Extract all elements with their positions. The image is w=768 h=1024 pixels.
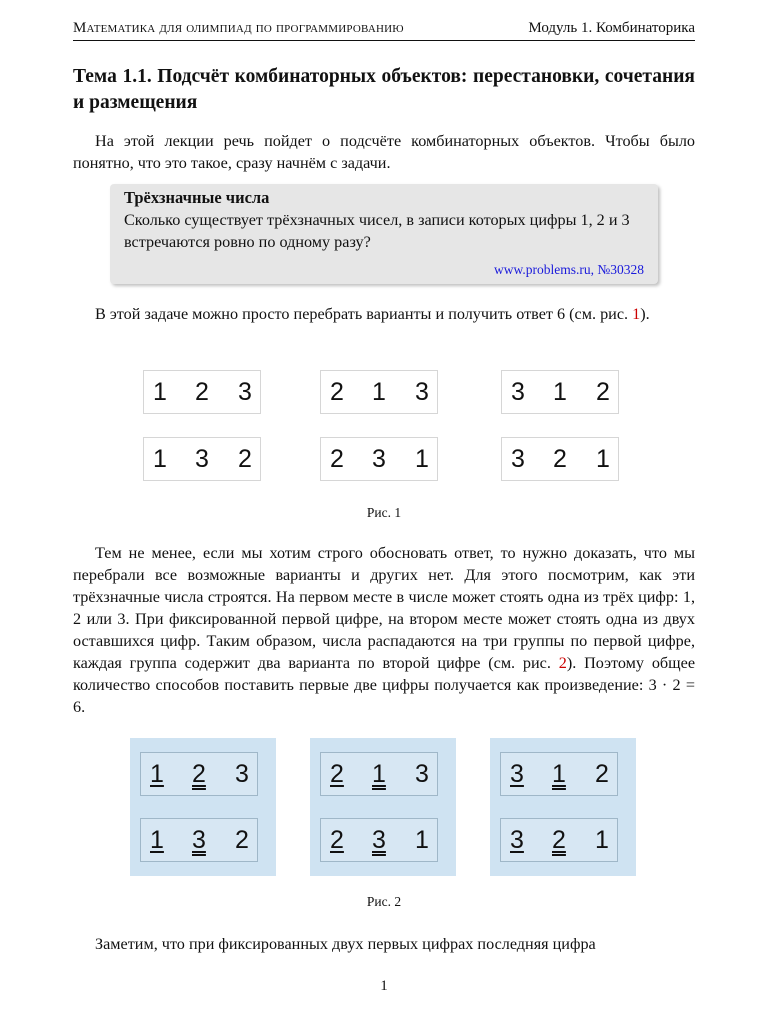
digit: 2 [238,445,252,473]
digit: 3 [195,445,209,473]
digit: 1 [415,826,429,854]
problem-text: Сколько существует трёхзначных чисел, в записи которых цифры 1, 2 и 3 встречаются ровно по одному разу? [124,211,630,251]
paragraph-proof [73,542,695,718]
digit-second: 2 [192,760,206,788]
digit: 3 [238,378,252,406]
number-box [320,818,438,862]
digit: 1 [553,378,567,406]
paragraph-text: ). Поэтому общее количество способов поставить первые две цифры получается как произведение: 3 · 2 = 6. [73,654,696,716]
figure-ref-link[interactable]: 1 [632,305,641,323]
digit-first: 2 [330,760,344,788]
digit: 3 [415,760,429,788]
digit: 2 [235,826,249,854]
digit: 2 [330,445,344,473]
paragraph-answer [73,303,695,325]
digit: 3 [511,378,525,406]
paragraph-text: ). [640,305,650,323]
page-number: 1 [380,978,388,994]
digit-group [310,738,456,876]
digit-second: 3 [372,826,386,854]
header-book-title: Математика для олимпиад по программированию [73,20,404,36]
digit-first: 1 [150,826,164,854]
paragraph-text: Тем не менее, если мы хотим строго обосновать ответ, то нужно доказать, что мы перебрали все возможные варианты и других нет. Для этого посмотрим, как эти трёхзначные числа строятся. На первом месте в числе может стоять одна из трёх цифр: 1, 2 или 3. При фиксированной первой цифре, на втором месте может стоять одна из двух оставшихся цифр. Таким образом, числа распадаются на три группы по первой цифре, каждая группа содержит два варианта по второй цифре (см. рис. [73,544,695,672]
problem-title: Трёхзначные числа [124,188,270,207]
number-box [501,370,619,414]
digit: 2 [553,445,567,473]
digit-second: 2 [552,826,566,854]
figure-ref-link[interactable]: 2 [558,654,567,672]
intro-paragraph: На этой лекции речь пойдет о подсчёте комбинаторных объектов. Чтобы было понятно, что это такое, сразу начнём с задачи. [73,132,695,172]
digit: 2 [195,378,209,406]
number-box [143,370,261,414]
paragraph-text: В этой задаче можно просто перебрать варианты и получить ответ 6 (см. рис. [95,305,633,323]
number-box [143,437,261,481]
number-box [140,818,258,862]
paragraph-continuation: Заметим, что при фиксированных двух первых цифрах последняя цифра [95,935,596,953]
digit-group [490,738,636,876]
figure-2-caption: Рис. 2 [366,894,402,909]
section-title: Тема 1.1. Подсчёт комбинаторных объектов: перестановки, сочетания и размещения [73,66,695,113]
digit-second: 1 [372,760,386,788]
number-box [500,752,618,796]
number-box [320,370,438,414]
number-box [501,437,619,481]
digit-first: 3 [510,760,524,788]
digit: 1 [415,445,429,473]
digit: 2 [330,378,344,406]
header-module-title: Модуль 1. Комбинаторика [528,20,695,36]
digit: 3 [235,760,249,788]
digit: 1 [153,378,167,406]
figure-1-caption: Рис. 1 [366,505,402,520]
digit: 3 [511,445,525,473]
digit: 1 [372,378,386,406]
digit: 1 [596,445,610,473]
digit-first: 2 [330,826,344,854]
digit: 1 [595,826,609,854]
digit-first: 1 [150,760,164,788]
digit-first: 3 [510,826,524,854]
number-box [320,752,438,796]
running-header [73,20,695,41]
digit: 2 [595,760,609,788]
digit: 3 [372,445,386,473]
problem-source-link[interactable]: www.problems.ru, №30328 [494,262,644,277]
digit: 2 [596,378,610,406]
digit-group [130,738,276,876]
number-box [140,752,258,796]
digit-second: 1 [552,760,566,788]
digit: 3 [415,378,429,406]
digit-second: 3 [192,826,206,854]
problem-box [110,184,658,284]
number-box [500,818,618,862]
digit: 1 [153,445,167,473]
number-box [320,437,438,481]
